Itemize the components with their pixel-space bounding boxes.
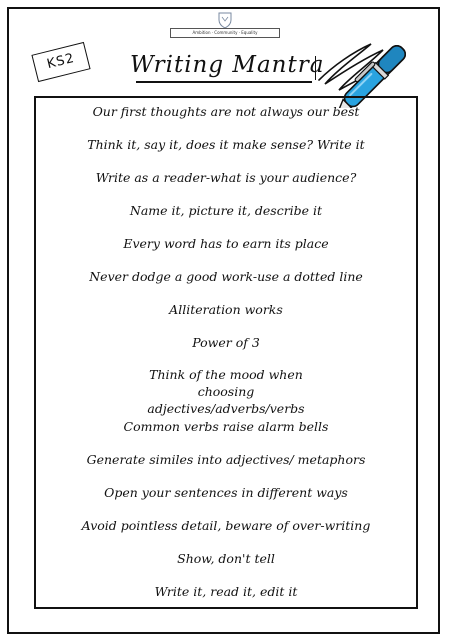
page-title: Writing Mantra <box>130 52 325 78</box>
mantra-item: Think of the mood when choosing adjectives/adverbs/verbs <box>147 367 305 416</box>
mantra-item: Our first thoughts are not always our best <box>92 104 360 119</box>
school-motto: Ambition · Community · Equality <box>170 28 280 38</box>
mantra-box <box>34 96 418 609</box>
mantra-item: Alliteration works <box>169 302 283 317</box>
mantra-item: Common verbs raise alarm bells <box>123 419 329 434</box>
mantra-item: Power of 3 <box>192 335 260 350</box>
mantra-item: Show, don't tell <box>177 551 275 566</box>
mantra-item: Write as a reader-what is your audience? <box>95 170 357 185</box>
mantra-list <box>36 98 416 607</box>
mantra-item: Never dodge a good work-use a dotted line <box>89 269 363 284</box>
ks2-badge: KS2 <box>31 42 90 82</box>
title-underline <box>136 81 312 83</box>
school-crest-icon <box>217 11 233 29</box>
mantra-item: Open your sentences in different ways <box>104 485 348 500</box>
mantra-item: Every word has to earn its place <box>123 236 329 251</box>
mantra-item: Generate similes into adjectives/ metaphors <box>86 452 366 467</box>
pen-icon <box>313 18 431 108</box>
mantra-item: Think it, say it, does it make sense? Write it <box>87 137 365 152</box>
mantra-item: Avoid pointless detail, beware of over-writing <box>81 518 371 533</box>
mantra-item: Name it, picture it, describe it <box>129 203 323 218</box>
mantra-item: Write it, read it, edit it <box>154 584 298 599</box>
